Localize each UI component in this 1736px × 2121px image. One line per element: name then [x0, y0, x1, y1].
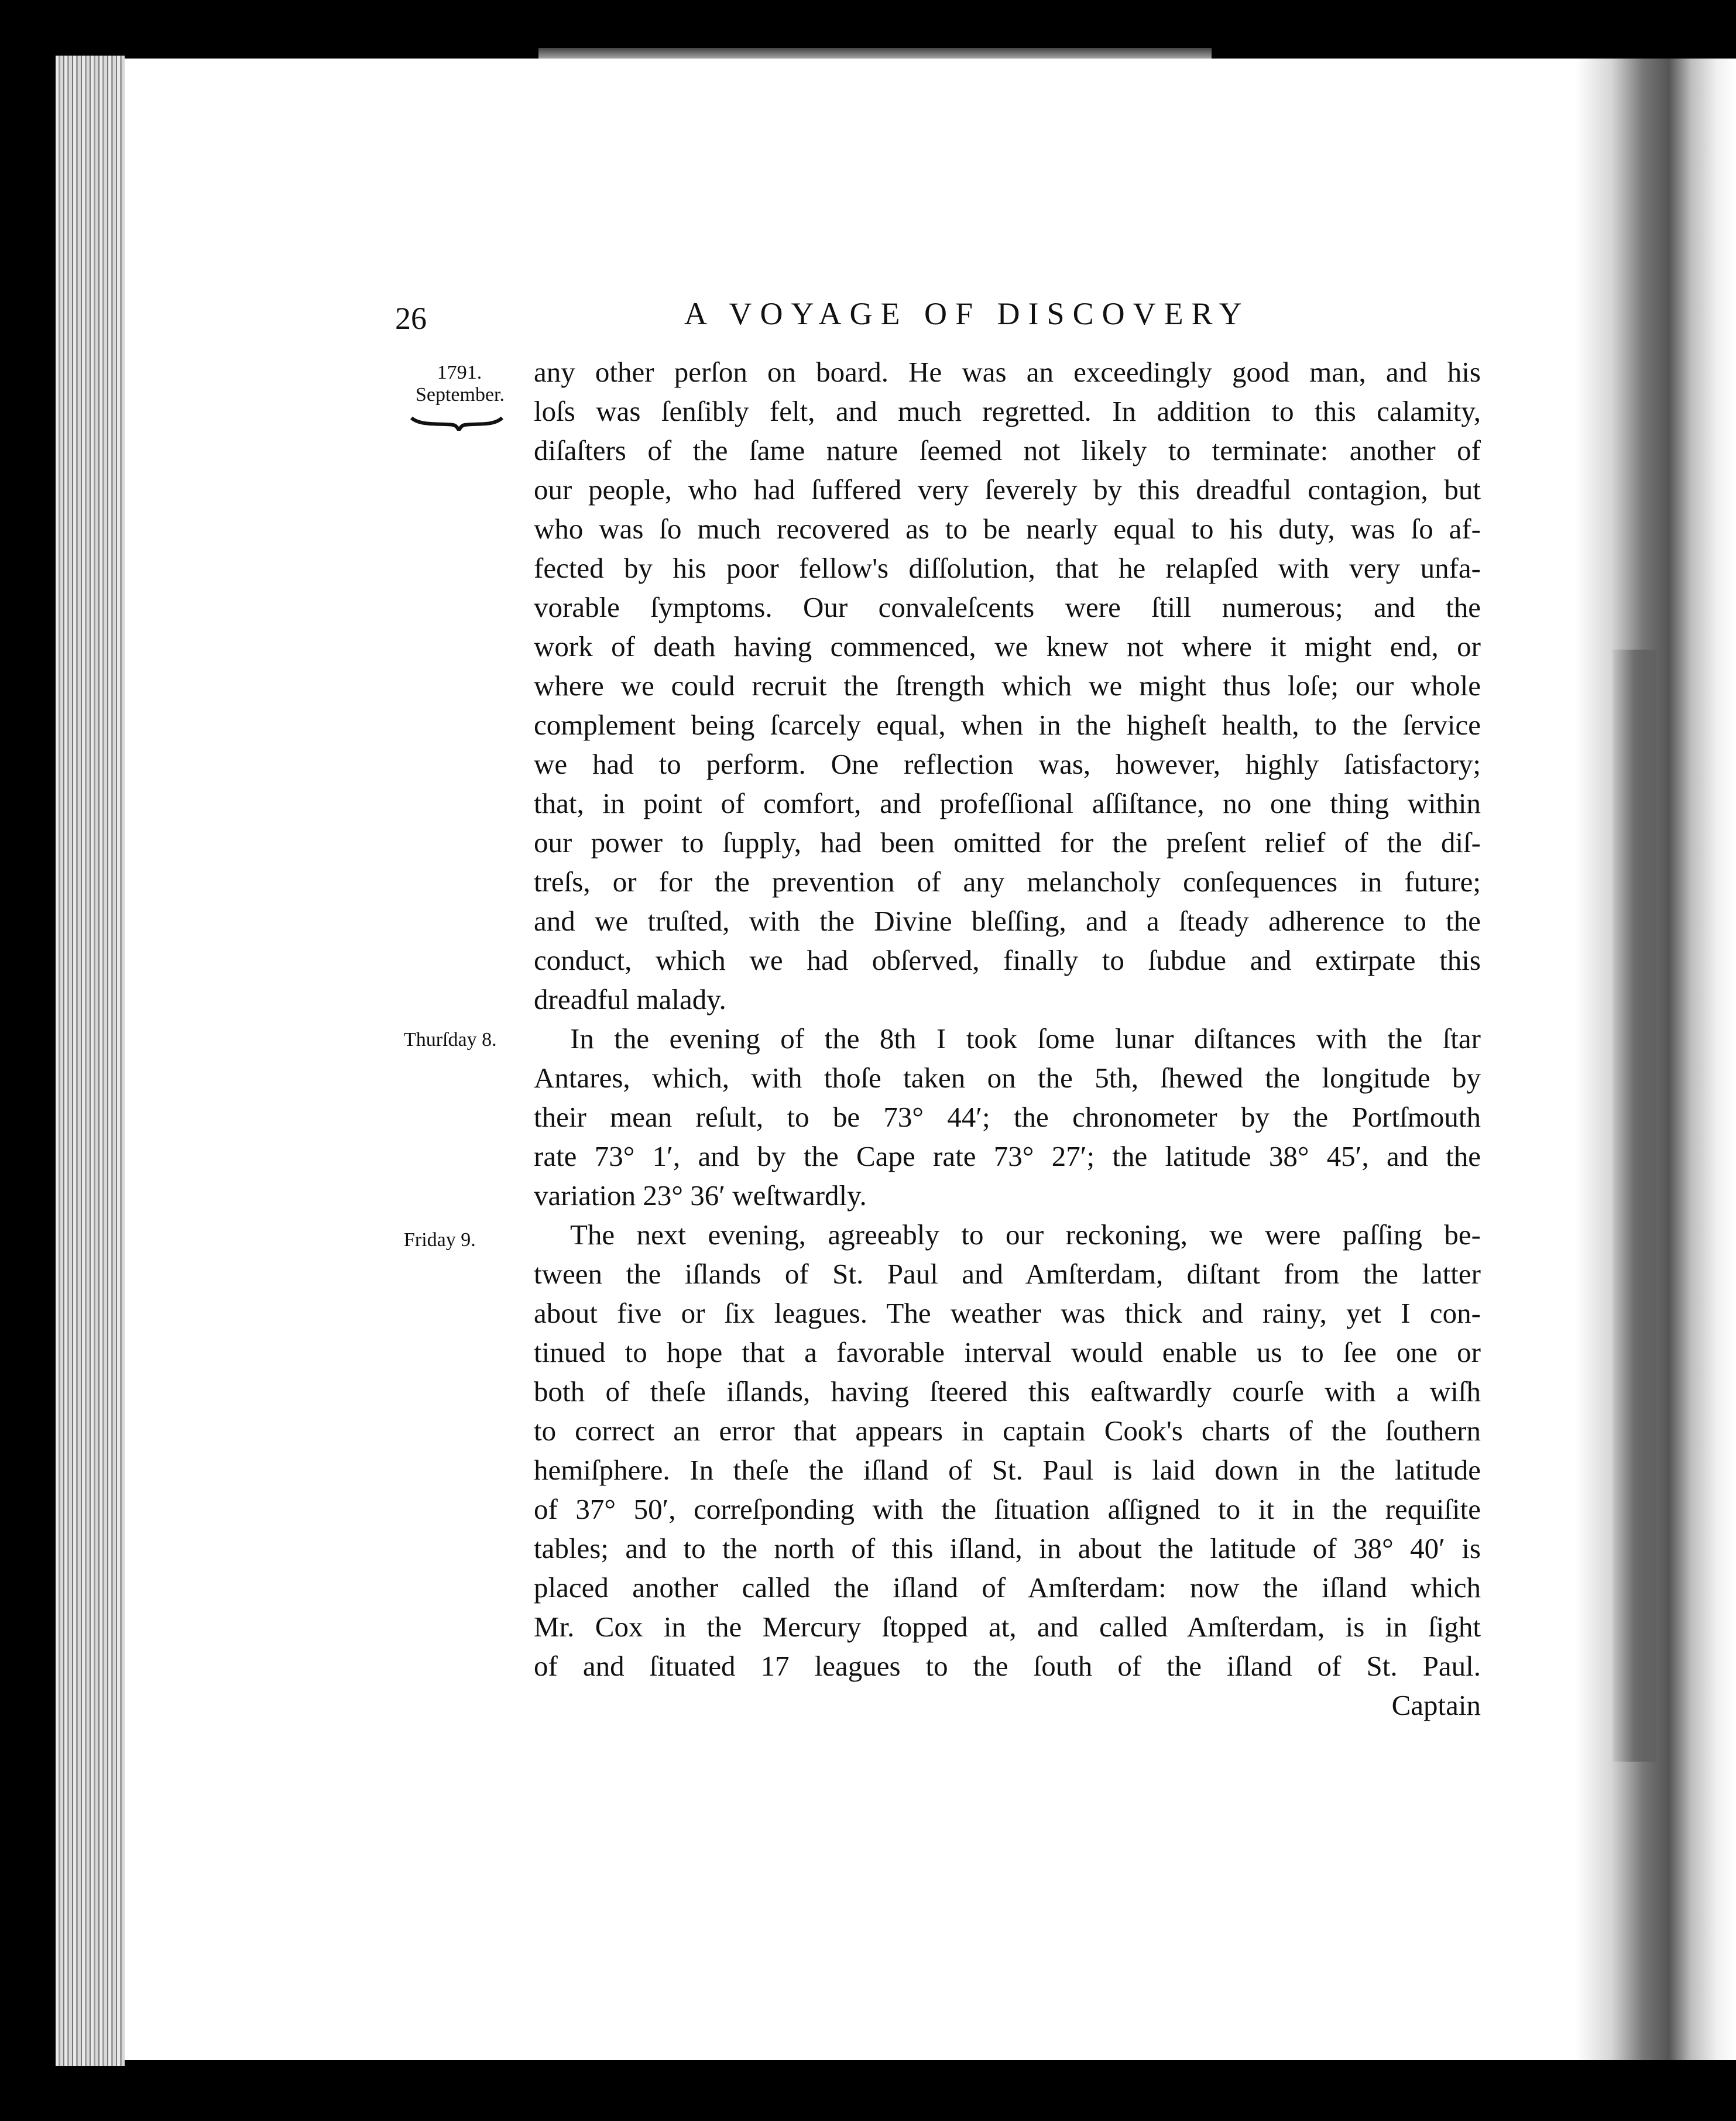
main-text	[534, 352, 1481, 1725]
text-line: both of theſe iſlands, having ſteered this eaſtwardly courſe with a wiſh	[534, 1375, 1481, 1408]
text-line: work of death having commenced, we knew not where it might end, or	[534, 630, 1481, 663]
page-number: 26	[395, 301, 427, 336]
text-line: any other perſon on board. He was an exceedingly good man, and his	[534, 356, 1481, 388]
right-gutter-shadow	[1613, 650, 1656, 1762]
text-line: our power to ſupply, had been omitted for the preſent relief of the diſ-	[534, 826, 1481, 859]
text-line: treſs, or for the prevention of any melancholy conſequences in future;	[534, 866, 1481, 898]
text-line: diſaſters of the ſame nature ſeemed not likely to terminate: another of	[534, 434, 1481, 466]
text-line: variation 23° 36′ weſtwardly.	[534, 1179, 867, 1211]
text-line: rate 73° 1′, and by the Cape rate 73° 27′; the latitude 38° 45′, and the	[534, 1140, 1481, 1172]
text-line: and we truſted, with the Divine bleſſing, and a ſteady adherence to the	[534, 905, 1481, 937]
text-line: dreadful malady.	[534, 983, 726, 1015]
running-head: A VOYAGE OF DISCOVERY	[684, 296, 1250, 331]
text-line: of and ſituated 17 leagues to the ſouth of the iſland of St. Paul.	[534, 1650, 1481, 1682]
text-line: The next evening, agreeably to our reckoning, we were paſſing be-	[570, 1219, 1481, 1251]
book-page-edges	[56, 56, 125, 2066]
text-line: placed another called the iſland of Amſterdam: now the iſland which	[534, 1571, 1481, 1604]
text-line: tinued to hope that a favorable interval would enable us to ſee one or	[534, 1336, 1481, 1368]
text-line: their mean reſult, to be 73° 44′; the chronometer by the Portſmouth	[534, 1101, 1481, 1133]
text-line: we had to perform. One reflection was, however, highly ſatisfactory;	[534, 748, 1481, 780]
text-line: our people, who had ſuffered very ſeverely by this dreadful contagion, but	[534, 473, 1481, 506]
text-line: where we could recruit the ſtrength which we might thus loſe; our whole	[534, 670, 1481, 702]
text-line: about five or ſix leagues. The weather was thick and rainy, yet I con-	[534, 1297, 1481, 1329]
catchword: Captain	[1391, 1689, 1481, 1721]
text-line: Mr. Cox in the Mercury ſtopped at, and called Amſterdam, is in ſight	[534, 1611, 1481, 1643]
margin-thursday: Thurſday 8.	[404, 1029, 497, 1051]
page-header	[395, 296, 1481, 337]
text-line: Antares, which, with thoſe taken on the 5th, ſhewed the longitude by	[534, 1062, 1481, 1094]
text-line: that, in point of comfort, and profeſſional aſſiſtance, no one thing within	[534, 787, 1481, 819]
text-line: conduct, which we had obſerved, finally to ſubdue and extirpate this	[534, 944, 1481, 976]
margin-friday: Friday 9.	[404, 1229, 476, 1251]
text-line: tables; and to the north of this iſland, in about the latitude of 38° 40′ is	[534, 1532, 1481, 1564]
margin-year: 1791.	[437, 362, 482, 383]
text-line: hemiſphere. In theſe the iſland of St. Paul is laid down in the latitude	[534, 1454, 1481, 1486]
text-line: tween the iſlands of St. Paul and Amſterdam, diſtant from the latter	[534, 1258, 1481, 1290]
scan-mark	[764, 2066, 770, 2101]
text-line: loſs was ſenſibly felt, and much regretted. In addition to this calamity,	[534, 395, 1481, 427]
text-line: In the evening of the 8th I took ſome lunar diſtances with the ſtar	[570, 1022, 1481, 1055]
text-line: who was ſo much recovered as to be nearly equal to his duty, was ſo af-	[534, 513, 1481, 545]
text-line: of 37° 50′, correſponding with the ſituation aſſigned to it in the requiſite	[534, 1493, 1481, 1525]
text-line: vorable ſymptoms. Our convaleſcents were ſtill numerous; and the	[534, 591, 1481, 623]
text-line: complement being ſcarcely equal, when in the higheſt health, to the ſervice	[534, 709, 1481, 741]
margin-month: September.	[415, 384, 505, 406]
text-line: fected by his poor fellow's diſſolution, that he relapſed with very unfa-	[534, 552, 1481, 584]
text-line: to correct an error that appears in captain Cook's charts of the ſouthern	[534, 1415, 1481, 1447]
margin-brace-icon	[409, 414, 505, 431]
